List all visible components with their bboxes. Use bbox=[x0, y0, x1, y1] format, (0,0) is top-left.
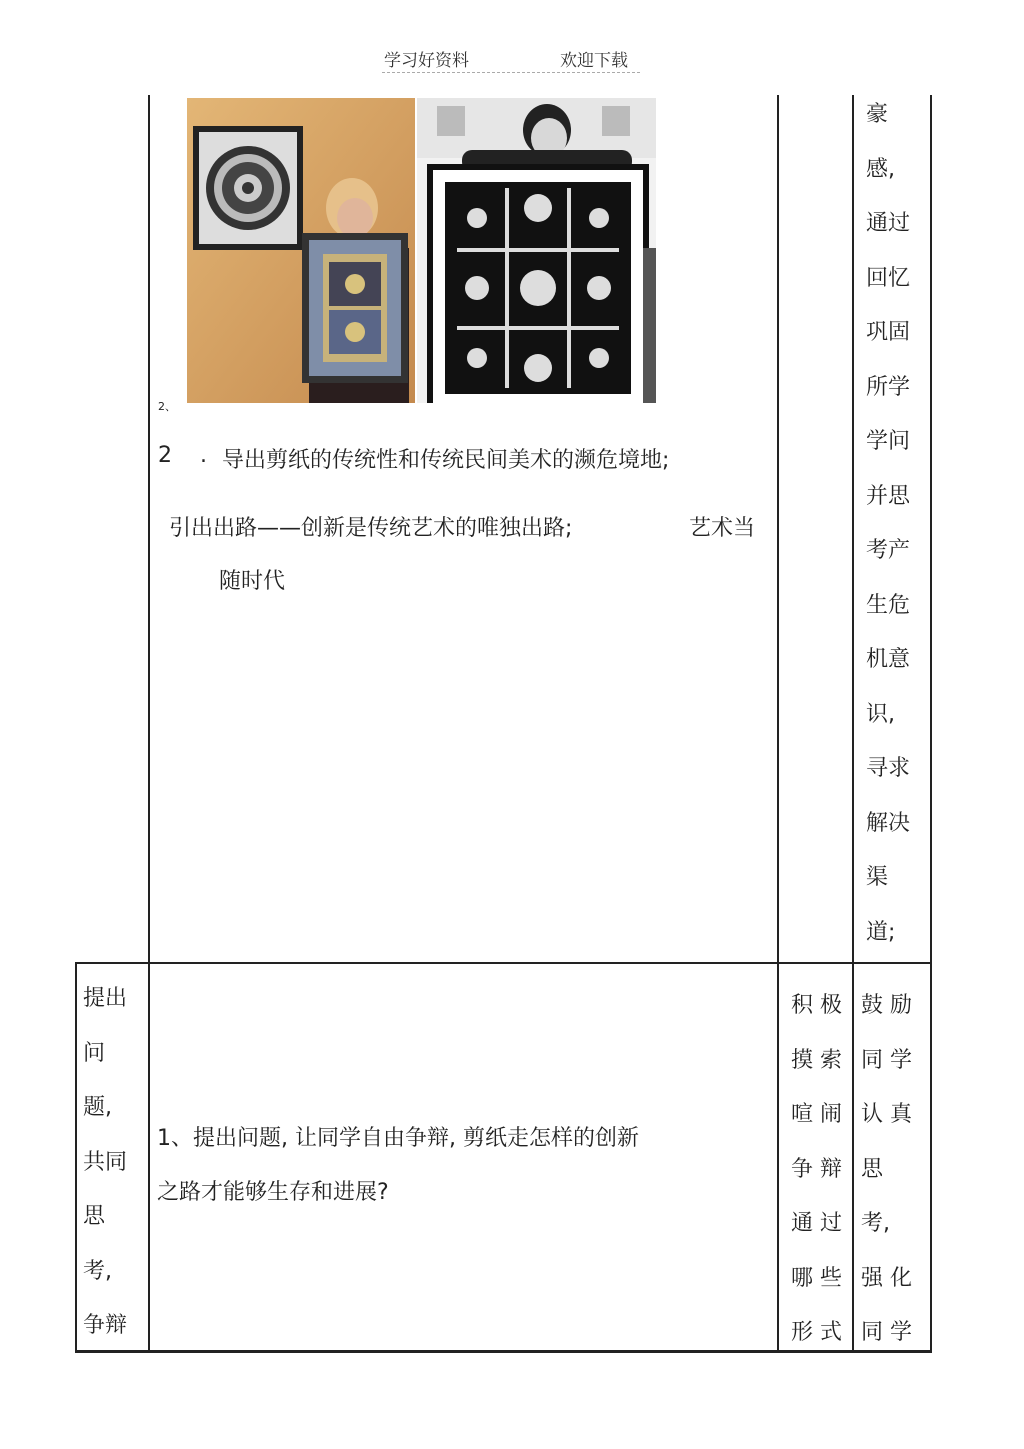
stage-line: 问 bbox=[83, 1040, 106, 1066]
row2-stage-column bbox=[83, 972, 127, 1354]
page-header bbox=[0, 46, 1024, 76]
student-line: 摸 索 bbox=[791, 1047, 842, 1073]
goal-line: 同 学 bbox=[861, 1320, 912, 1345]
student-line: 喧 闹 bbox=[791, 1102, 842, 1127]
item-2-dot: . bbox=[200, 443, 207, 468]
goal-line: 并思 bbox=[866, 483, 911, 509]
stage-line: 提出 bbox=[83, 986, 128, 1011]
table-left-border bbox=[75, 962, 77, 1352]
student-line: 积 极 bbox=[791, 993, 842, 1018]
goal-line: 通过 bbox=[866, 211, 911, 236]
goal-line: 识, bbox=[866, 701, 895, 727]
row2-goal-column bbox=[861, 979, 912, 1361]
stage-line: 题, bbox=[83, 1095, 112, 1120]
line-3: 随时代 bbox=[219, 569, 286, 594]
goal-line: 同 学 bbox=[861, 1047, 912, 1073]
goal-line: 鼓 励 bbox=[861, 993, 912, 1018]
table-border-col2 bbox=[777, 95, 779, 1352]
goal-line: 思 bbox=[861, 1156, 884, 1182]
student-line: 形 式 bbox=[791, 1320, 842, 1345]
goal-line: 考产 bbox=[866, 538, 911, 563]
goal-line: 道; bbox=[866, 919, 896, 945]
stage-line: 争辩 bbox=[83, 1313, 128, 1338]
paper-cut-photo-2 bbox=[417, 98, 656, 403]
goal-line: 考, bbox=[861, 1211, 890, 1236]
stage-line: 思 bbox=[83, 1204, 106, 1229]
stage-line: 考, bbox=[83, 1258, 112, 1284]
table-border-right bbox=[930, 95, 932, 1352]
header-right: 欢迎下载 bbox=[560, 51, 628, 71]
item-2-number: 2 bbox=[158, 443, 172, 468]
goal-line: 机意 bbox=[866, 647, 911, 672]
item-2-text: 导出剪纸的传统性和传统民间美术的濒危境地; bbox=[222, 448, 670, 473]
goal-line: 豪 bbox=[866, 102, 889, 127]
student-line: 通 过 bbox=[791, 1211, 842, 1236]
question-line-1: 1、提出问题, 让同学自由争辩, 剪纸走怎样的创新 bbox=[157, 1126, 639, 1151]
goal-line: 寻求 bbox=[866, 756, 911, 781]
stage-line: 共同 bbox=[83, 1149, 128, 1175]
row1-goal-column bbox=[866, 88, 910, 960]
table-row-divider bbox=[75, 962, 932, 964]
row2-student-column bbox=[791, 979, 842, 1361]
goal-line: 学问 bbox=[866, 429, 911, 454]
table-border-col1 bbox=[148, 95, 150, 1352]
goal-line: 感, bbox=[866, 156, 895, 182]
student-line: 哪 些 bbox=[791, 1265, 842, 1291]
question-line-2: 之路才能够生存和进展? bbox=[157, 1180, 389, 1205]
goal-line: 强 化 bbox=[861, 1265, 912, 1291]
header-rule bbox=[382, 72, 640, 73]
photo-caption: 2、 bbox=[158, 400, 176, 413]
line-2a: 引出出路——创新是传统艺术的唯独出路; bbox=[169, 516, 573, 541]
goal-line: 解决 bbox=[866, 810, 911, 836]
header-left: 学习好资料 bbox=[384, 51, 469, 71]
line-2b: 艺术当 bbox=[689, 516, 756, 541]
goal-line: 渠 bbox=[866, 865, 889, 890]
goal-line: 巩固 bbox=[866, 320, 911, 345]
paper-cut-photo-1 bbox=[187, 98, 415, 403]
goal-line: 生危 bbox=[866, 592, 911, 618]
table-border-col3 bbox=[852, 95, 854, 1352]
goal-line: 所学 bbox=[866, 374, 911, 400]
goal-line: 回忆 bbox=[866, 265, 911, 291]
student-line: 争 辩 bbox=[791, 1156, 842, 1182]
goal-line: 认 真 bbox=[861, 1102, 912, 1127]
